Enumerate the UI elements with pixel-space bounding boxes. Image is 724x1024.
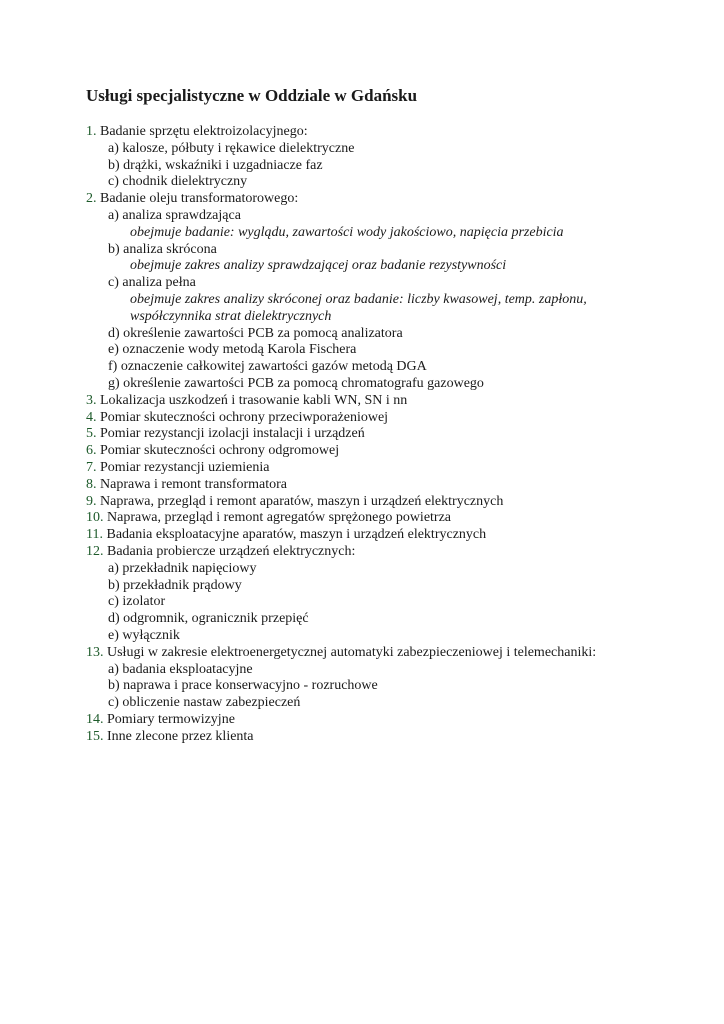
sub-item-description: obejmuje zakres analizy skróconej oraz badanie: liczby kwasowej, temp. zapłonu, xyxy=(130,291,587,307)
sub-item: b) naprawa i prace konserwacyjno - rozruchowe xyxy=(108,678,378,694)
service-item-7 xyxy=(86,460,706,477)
sub-item-description: współczynnika strat dielektrycznych xyxy=(130,308,332,324)
item-text: Pomiar rezystancji izolacji instalacji i urządzeń xyxy=(100,426,365,442)
sub-item-description: obejmuje badanie: wyglądu, zawartości wody jakościowo, napięcia przebicia xyxy=(130,224,564,240)
item-text: Pomiar rezystancji uziemienia xyxy=(100,459,270,475)
item-number: 9. xyxy=(86,493,97,509)
item-number: 15. xyxy=(86,728,104,744)
item-number: 7. xyxy=(86,459,97,475)
sub-item: a) kalosze, półbuty i rękawice dielektryczne xyxy=(108,140,355,156)
item-number: 2. xyxy=(86,191,97,207)
item-text: Badanie oleju transformatorowego: xyxy=(100,191,299,207)
item-number: 5. xyxy=(86,426,97,442)
sub-item: e) wyłącznik xyxy=(108,627,180,643)
service-item-13 xyxy=(86,645,706,662)
item-number: 11. xyxy=(86,527,103,543)
sub-item: e) oznaczenie wody metodą Karola Fischera xyxy=(108,342,357,358)
sub-item: b) przekładnik prądowy xyxy=(108,577,242,593)
item-text: Naprawa, przegląd i remont agregatów sprężonego powietrza xyxy=(107,510,452,526)
sub-item: d) określenie zawartości PCB za pomocą analizatora xyxy=(108,325,403,341)
sub-item: c) analiza pełna xyxy=(108,275,196,291)
item-number: 8. xyxy=(86,476,97,492)
item-text: Pomiar skuteczności ochrony odgromowej xyxy=(100,443,340,459)
sub-item: c) izolator xyxy=(108,594,166,610)
item-number: 6. xyxy=(86,443,97,459)
item-text: Naprawa, przegląd i remont aparatów, maszyn i urządzeń elektrycznych xyxy=(100,493,504,509)
service-item-14 xyxy=(86,712,706,729)
item-number: 3. xyxy=(86,392,97,408)
sub-item: b) drążki, wskaźniki i uzgadniacze faz xyxy=(108,157,323,173)
service-item-4 xyxy=(86,410,706,427)
service-item-6 xyxy=(86,443,706,460)
item-text: Badanie sprzętu elektroizolacyjnego: xyxy=(100,124,308,139)
service-item-9 xyxy=(86,494,706,511)
item-number: 4. xyxy=(86,409,97,425)
sub-item: b) analiza skrócona xyxy=(108,241,217,257)
service-item-2 xyxy=(86,191,706,208)
document-page xyxy=(86,86,706,745)
item-text: Pomiar skuteczności ochrony przeciwporażeniowej xyxy=(100,409,389,425)
service-item-11 xyxy=(86,527,706,544)
item-text: Inne zlecone przez klienta xyxy=(107,728,254,744)
sub-item: d) odgromnik, ogranicznik przepięć xyxy=(108,611,309,627)
item-text: Badania probiercze urządzeń elektrycznych: xyxy=(107,543,356,559)
page-title: Usługi specjalistyczne w Oddziale w Gdańsku xyxy=(86,86,418,105)
service-item-15 xyxy=(86,729,706,746)
sub-item: a) przekładnik napięciowy xyxy=(108,560,257,576)
item-number: 12. xyxy=(86,543,104,559)
sub-item: g) określenie zawartości PCB za pomocą chromatografu gazowego xyxy=(108,375,484,391)
sub-item-description: obejmuje zakres analizy sprawdzającej oraz badanie rezystywności xyxy=(130,258,507,274)
item-text: Lokalizacja uszkodzeń i trasowanie kabli WN, SN i nn xyxy=(100,392,408,408)
service-item-8 xyxy=(86,477,706,494)
sub-item: a) analiza sprawdzająca xyxy=(108,207,241,223)
item-number: 13. xyxy=(86,644,104,660)
sub-item: a) badania eksploatacyjne xyxy=(108,661,253,677)
sub-item: f) oznaczenie całkowitej zawartości gazów metodą DGA xyxy=(108,359,427,375)
item-number: 1. xyxy=(86,124,97,139)
service-item-5 xyxy=(86,426,706,443)
sub-item: c) chodnik dielektryczny xyxy=(108,174,248,190)
item-text: Pomiary termowizyjne xyxy=(107,711,235,727)
item-number: 10. xyxy=(86,510,104,526)
item-text: Usługi w zakresie elektroenergetycznej automatyki zabezpieczeniowej i telemechaniki: xyxy=(107,644,597,660)
sub-item: c) obliczenie nastaw zabezpieczeń xyxy=(108,695,301,711)
service-item-3 xyxy=(86,393,706,410)
service-item-12 xyxy=(86,544,706,561)
service-list xyxy=(86,124,706,745)
item-text: Naprawa i remont transformatora xyxy=(100,476,287,492)
service-item-10 xyxy=(86,510,706,527)
item-number: 14. xyxy=(86,711,104,727)
item-text: Badania eksploatacyjne aparatów, maszyn i urządzeń elektrycznych xyxy=(106,527,487,543)
service-item-1 xyxy=(86,124,706,141)
